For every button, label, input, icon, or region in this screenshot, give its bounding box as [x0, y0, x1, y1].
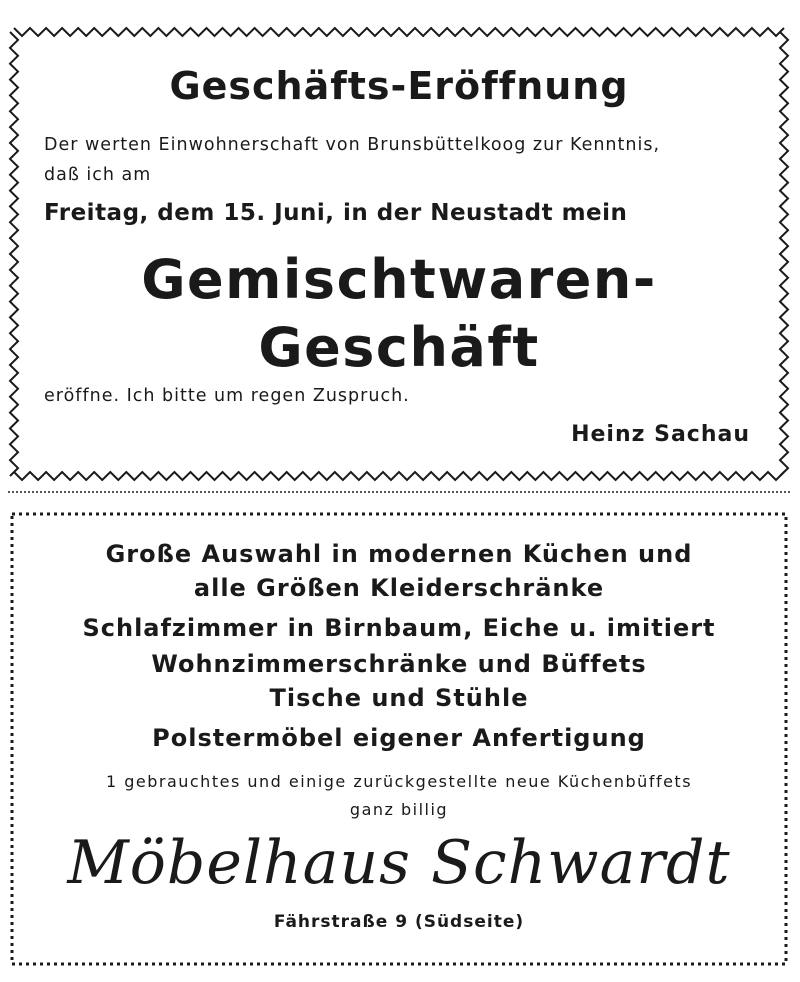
opening-date-line: Freitag, dem 15. Juni, in der Neustadt mein [44, 200, 628, 226]
opening-ad-content [8, 26, 790, 482]
opening-intro-line1: Der werten Einwohnerschaft von Brunsbüttelkoog zur Kenntnis, [44, 135, 661, 155]
furniture-line3: Schlafzimmer in Birnbaum, Eiche u. imitiert [82, 614, 716, 642]
furniture-line7: 1 gebrauchtes und einige zurückgestellte neue Küchenbüffets [105, 772, 693, 791]
store-brand-name: Möbelhaus Schwardt [67, 828, 731, 898]
furniture-line4: Wohnzimmerschränke und Büffets [151, 650, 647, 678]
furniture-advertisement [8, 510, 790, 968]
opening-advertisement [8, 26, 790, 482]
furniture-line8: ganz billig [349, 800, 449, 819]
opening-intro-line2: daß ich am [44, 165, 152, 185]
furniture-ad-content [8, 510, 790, 968]
opening-signature: Heinz Sachau [571, 422, 750, 447]
dotted-separator [8, 491, 790, 493]
opening-closing: eröffne. Ich bitte um regen Zuspruch. [44, 386, 410, 406]
shop-type-line1: Gemischtwaren- [141, 248, 657, 311]
furniture-line5: Tische und Stühle [269, 684, 529, 712]
furniture-line2: alle Größen Kleiderschränke [193, 574, 605, 602]
opening-intro [44, 130, 660, 190]
store-address: Fährstraße 9 (Südseite) [273, 912, 525, 932]
furniture-line6: Polstermöbel eigener Anfertigung [152, 724, 646, 752]
shop-type-line2: Geschäft [258, 316, 540, 379]
furniture-line1: Große Auswahl in modernen Küchen und [105, 540, 693, 568]
opening-title: Geschäfts-Eröffnung [169, 64, 629, 108]
